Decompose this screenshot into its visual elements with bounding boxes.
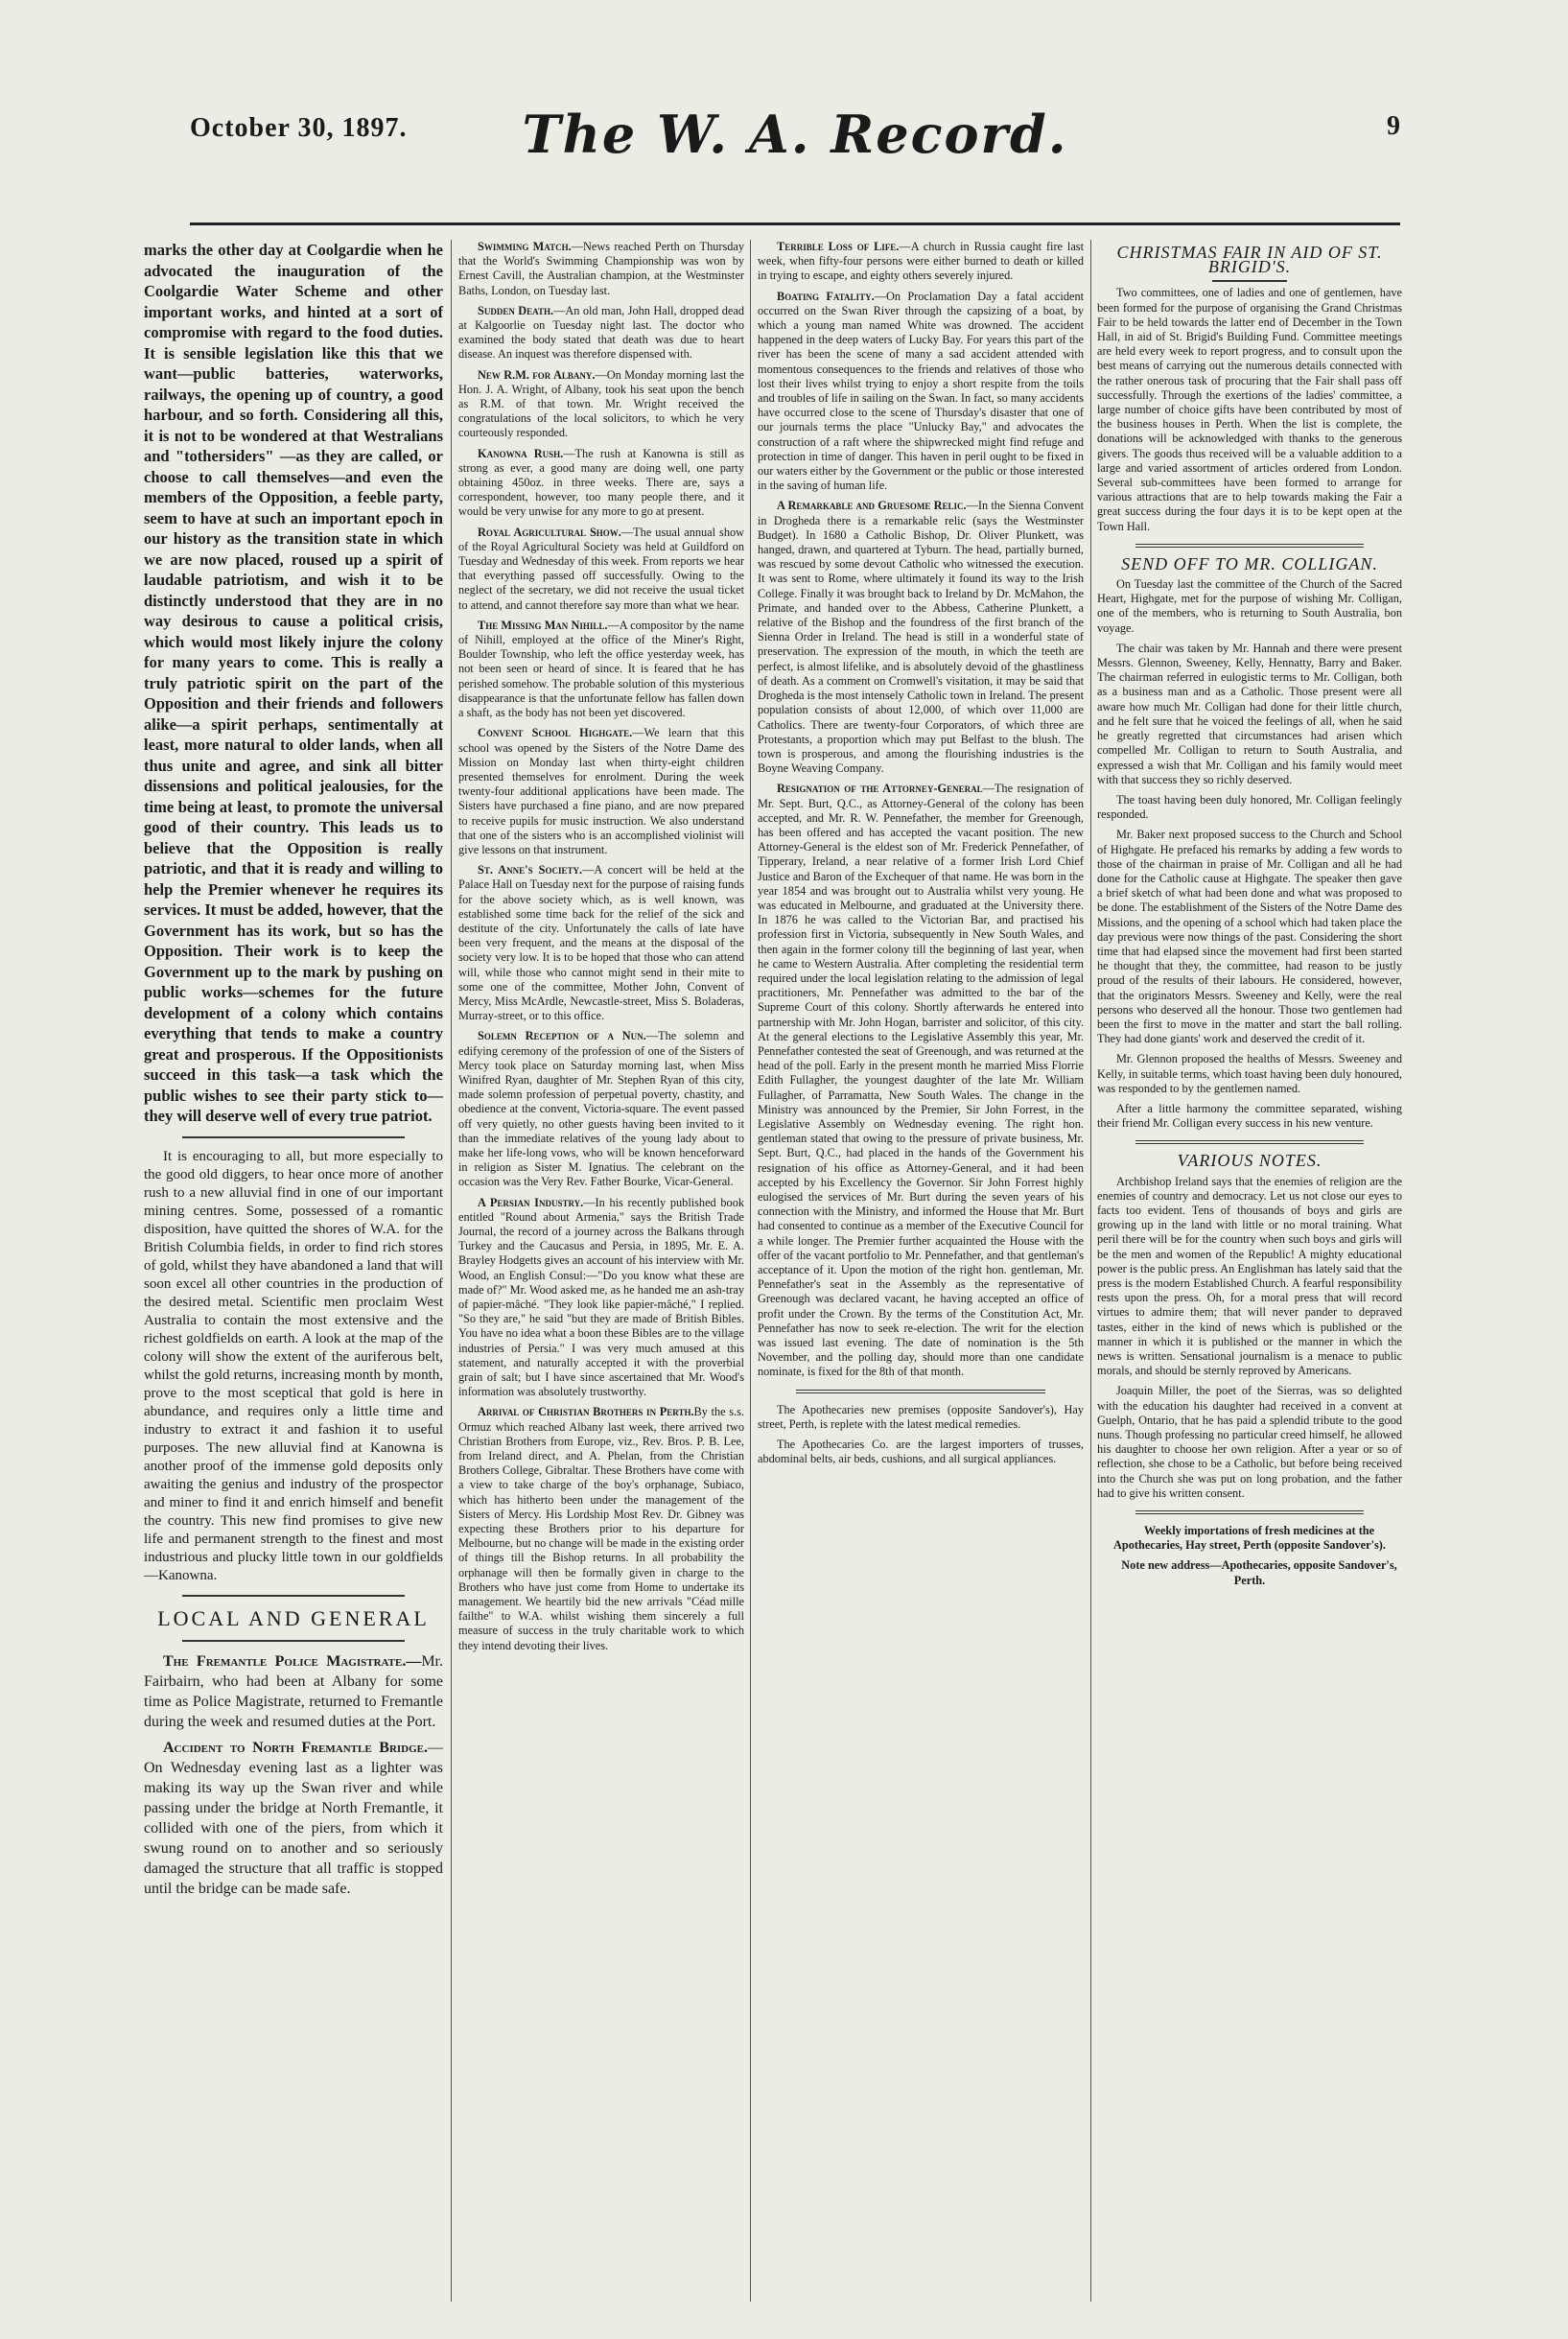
various-notes-heading: VARIOUS NOTES. <box>1177 1151 1322 1171</box>
column-3 <box>758 240 1084 2302</box>
divider <box>182 1136 405 1138</box>
colligan-paragraph: Mr. Glennon proposed the healths of Messrs. Sweeney and Kelly, in suitable terms, which toast having been duly honoured, was responded to by the gentlemen named. <box>1097 1052 1402 1095</box>
divider <box>1135 1510 1364 1514</box>
news-item <box>458 240 744 298</box>
apothecaries-ad: The Apothecaries new premises (opposite Sandover's), Hay street, Perth, is replete with the latest medical remedies. <box>758 1402 1084 1431</box>
news-item-text: —A compositor by the name of Nihill, employed at the office of the Miner's Right, Boulder Township, who left the office yesterday week, has not been seen or heard of since. It is feared that he has perished somehow. The probable solution of this mysterious disappearance is that the unfortunate fellow has fallen down a shaft, as the body has not been yet discovered. <box>458 618 744 720</box>
apothecaries-ad: The Apothecaries Co. are the largest importers of trusses, abdominal belts, air beds, cushions, and all surgical appliances. <box>758 1438 1084 1466</box>
news-item-text: Mr. Fairbairn, who had been at Albany for some time as Police Magistrate, returned to Fremantle during the week and resumed duties at the Port. <box>144 1652 443 1730</box>
news-item-heading: Solemn Reception of a Nun. <box>478 1029 646 1043</box>
editorial-text: marks the other day at Coolgardie when he advocated the inauguration of the Coolgardie Water Scheme and other important works, and hinted at a sort of compromise with regard to the food duties. It is sensible legislation like this that we want—public batteries, waterworks, railways, the opening up of country, a good harbour, and so forth. Considering all this, it is not to be wondered at that Westralians and "tothersiders" —as they are called, or choose to call themselves—and even the members of the Opposition, a feeble party, seem to have at such an important epoch in our history as the transition state in which we are now placed, roused up a spirit of laudable patriotism, and wish it to be distinctly understood that they are in no way desirous to cause a political crisis, which would most likely injure the colony for many years to come. This is really a truly patriotic spirit on the part of the Opposition and their friends and followers alike—a spirit perhaps, sentimentally at least, more natural to older lands, when all thus unite and agree, and sink all bitter dissensions and political jealousies, for the time being at least, to promote the universal good of their country. This leads us to believe that the Opposition is really patriotic, and that it is ready and willing to help the Premier whenever he requires its services. It must be added, however, that the Government has its work, but so has the Opposition. Their work is to keep the Government up to the mark by pushing on public works—schemes for the future development of a colony which contains everything that tends to make a country great and prosperous. If the Oppositionists succeed in this task—a task which the public wishes to see their party stick to—they will deserve well of every true patriot. <box>144 241 443 1125</box>
news-item <box>458 1196 744 1400</box>
colligan-paragraph: The toast having been duly honored, Mr. Colligan feelingly responded. <box>1097 792 1402 822</box>
christmas-fair-heading: CHRISTMAS FAIR IN AID OF ST. BRIGID'S. <box>1116 243 1383 277</box>
column-1 <box>144 240 443 2302</box>
news-item-text: —The solemn and edifying ceremony of the profession of one of the Sisters of Mercy took place on Saturday morning last, when Miss Winifred Ryan, daughter of Mr. Stephen Ryan of this city, made solemn profession of perpetual poverty, chastity, and obedience at the convent, Victoria-square. The event passed off very quietly, no other guests having been invited to it than the immediate relatives of the young lady about to make her life-long vows, who will be known henceforward in religion as Sister M. Ignatius. The celebrant on the occasion was the Very Rev. Father Bourke, Vicar-General. <box>458 1029 744 1189</box>
news-item <box>458 447 744 520</box>
news-item-text: —We learn that this school was opened by the Sisters of the Notre Dame des Mission on Monday last when thirty-eight children presented themselves for enrolment. During the week twenty-four additional applications have been made. The Sisters have purchased a fine piano, and are now prepared to receive pupils for music instruction. We also understand that one of the sisters who is an accomplished violinist will give lessons on that instrument. <box>458 726 744 856</box>
news-item <box>458 726 744 857</box>
news-item <box>458 863 744 1023</box>
column-divider <box>1090 240 1091 2302</box>
news-item-text: —A concert will be held at the Palace Hall on Tuesday next for the purpose of raising funds for the above society which, as is well known, was established some time back for the relief of the sick and destitute of the city. Unfortunately the calls of late have been very frequent, and the means at the disposal of the society very low. It is to be hoped that those who can attend will, while those who cannot might send in their mite to some one of the committee, Mother John, Convent of Mercy, Miss McArdle, Newcastle-street, Miss S. Boladeras, Murray-street, or to this office. <box>458 863 744 1023</box>
news-item-heading: Kanowna Rush. <box>478 446 564 460</box>
news-item-heading: Convent School Highgate. <box>478 726 633 740</box>
news-item-heading: Royal Agricultural Show. <box>478 525 621 539</box>
news-item-heading: Sudden Death. <box>478 303 554 317</box>
various-notes <box>1097 1175 1402 1501</box>
colligan-paragraph: Mr. Baker next proposed success to the Church and School of Highgate. He prefaced his remarks by adding a few words to those of the chairman in praise of Mr. Colligan and all he had done for the Catholic cause at Highgate. The speaker then gave a brief sketch of what had been done and what was proposed to be done. The establishment of the Sisters of the Notre Dame des Missions, and the opening of a school which had taken place the day previous were now things of the past. Considering the short time that had elapsed since the movement had first been started he thought that they, the committee, had reason to be justly proud of the results of their labours. He considered, however, that the originators Messrs. Sweeney and Kelly, were the real persons who deserved all the honour. Those two gentlemen had been the first to move in the matter and start the ball rolling. They had done giants' work and deserved the credit of it. <box>1097 828 1402 1046</box>
news-item <box>758 240 1084 284</box>
news-item-heading: A Remarkable and Gruesome Relic. <box>777 499 967 513</box>
news-item-text: —In his recently published book entitled "Round about Armenia," says the British Trade Journal, the record of a journey across the Balkans through Turkey and the Caucasus and Persia, in 1895, Mr. E. A. Brayley Hodgetts gives an account of his interview with Mr. Wood, an English Consul:—"Do you know what these are made of?" Mr. Wood asked me, as he handed me an ash-tray of papier-mâché. "They look like papier-mâché," I replied. "So they are," he said "but they are made of British Bibles. You have no idea what a boon these Bibles are to the village industries of Persia." I was very much amused at this statement, and naturally accepted it with the proverbial grain of salt; but I have since ascertained that Mr. Wood's information was absolutely trustworthy. <box>458 1195 744 1399</box>
colligan-heading: SEND OFF TO MR. COLLIGAN. <box>1121 553 1378 573</box>
section-heading: LOCAL AND GENERAL <box>157 1605 430 1630</box>
masthead-rule <box>190 222 1400 225</box>
column-4 <box>1097 240 1402 2302</box>
apothecaries-ad: Note new address—Apothecaries, opposite Sandover's, Perth. <box>1121 1558 1397 1587</box>
divider <box>1135 544 1364 548</box>
news-item <box>144 1651 443 1732</box>
page-number: 9 <box>1387 111 1400 141</box>
news-item-heading: St. Anne's Society. <box>478 863 583 877</box>
various-paragraph: Joaquin Miller, the poet of the Sierras, was so delighted with the education his daughter had received in a convent at Guelph, Ontario, that he has paid a splendid tribute to the good nuns. Though professing no particular creed himself, he allowed his daughter to choose her own religion. After a year or so of reflection, she chose to be a Catholic, but before being received into the Church she was put on long probation, and the father had to give his written consent. <box>1097 1384 1402 1500</box>
masthead <box>190 104 1400 171</box>
news-item <box>458 526 744 613</box>
news-item <box>758 499 1084 776</box>
divider <box>182 1595 405 1597</box>
news-item-text: —In the Sienna Convent in Drogheda there is a remarkable relic (says the Westminster Budget). In 1680 a Catholic Bishop, Dr. Oliver Plunkett, was hanged, drawn, and quartered at Tyburn. The head, partially burned, was rescued by some devout Catholic who witnessed the execution. It was sent to Rome, where ultimately it found its way to the Irish College. Finally it was brought back to Ireland by Dr. McMahon, the Primate, and handed over to the Abbess, Catherine Plunkett, a relative of the Bishop and the foundress of the first branch of the Sienna Order in Ireland. The head is still in a wonderful state of preservation. The expression of the mouth, in which the teeth are perfect, is almost lifelike, and is absolutely devoid of the ghastliness of death. As a comment on Cromwell's visitation, it may be said that Drogheda is the most intensely Catholic town in Ireland. The present population consists of about 12,000, of which over 11,000 are Catholics. There are twenty-four Corporators, of which three are Protestants, a proportion which may put Belfast to the blush. The town is prosperous, and among the flourishing industries is the Boyne Weaving Company. <box>758 499 1084 776</box>
news-item-text: —On Wednesday evening last as a lighter was making its way up the Swan river and while passing under the bridge at North Fremantle, it collided with one of the piers, from which it swung round on to another and so seriously damaged the structure that all traffic is stopped until the bridge can be made safe. <box>144 1739 443 1897</box>
news-item <box>458 304 744 363</box>
news-item <box>758 290 1084 494</box>
local-items <box>144 1651 443 1899</box>
divider <box>796 1390 1045 1393</box>
news-item-text: —The resignation of Mr. Sept. Burt, Q.C., as Attorney-General of the colony has been accepted, and Mr. R. W. Pennefather, the member for Greenough, has been offered and has accepted the vacant position. The new Attorney-General is the eldest son of Mr. Frederick Pennefather, of Tipperary, Ireland, a near relative of a former Irish Lord Chief Justice and Baron of the Exchequer of that name. He was born in the year 1854 and was brought out to Australia whilst very young. He was educated in Melbourne, and graduated at the University there. In 1876 he was called to the Victorian Bar, and practised his profession first in Victoria, subsequently in New South Wales, and then again in the former colony till the beginning of last year, when he came to Western Australia. After completing the residential term required under the local legislation relating to the admission of legal practitioners, Mr. Pennefather was admitted to the bar of the Supreme Court of this colony. Shortly afterwards he entered into partnership with Mr. John Hogan, barrister and solicitor, of this city. At the general elections to the Legislative Assembly this year, Mr. Pennefather contested the seat of Greenough, and was returned at the head of the poll. Early in the present month he married Miss Florrie Edith Fullagher, the youngest daughter of the late Mr. William Fullagher, of Parramatta, New South Wales. The change in the Ministry was announced by the Premier, Sir John Forrest, in the Legislative Assembly on Wednesday evening. The right hon. gentleman stated that owing to the pressure of private business, Mr. Sept. Burt, Q.C., had placed in the hands of the Government his resignation of his office as Attorney-General, and it had been accepted by his Excellency the Governor. Sir John Forrest highly eulogised the services of Mr. Burt during the seven years of his connection with the Ministry, and informed the House that Mr. Burt had consented to continue as a member of the Executive Council for a while longer. The Premier further acquainted the House with the offer of the vacant portfolio to Mr. Pennefather, and that gentleman's acceptance of it. Upon the motion of the right hon. gentleman, Mr. Pennefather's seat in the Assembly as the representative of Greenough was declared vacant, he having accepted an office of profit under the Crown. By the terms of the Constitution Act, Mr. Pennefather has now to seek re-election. The writ for the election was issued last evening. The date of nomination is the 5th November, and the polling day, should more than one candidate nominate, is fixed for the 8th of that month. <box>758 782 1084 1379</box>
issue-date: October 30, 1897. <box>190 113 408 143</box>
news-item-text: —The rush at Kanowna is still as strong as ever, a good many are doing well, one party obtaining 450oz. in three weeks. There are, says a correspondent, however, too many people there, and it would be very unwise for any more to go at present. <box>458 446 744 519</box>
colligan-article <box>1097 577 1402 1131</box>
divider <box>182 1640 405 1642</box>
kanowna-article: It is encouraging to all, but more especially to the good old diggers, to hear once more of another rush to a new alluvial find in one of our important mining centres. Some, possessed of a romantic disposition, have quitted the shores of W.A. for the British Columbia fields, in order to find rich stores of gold, whilst they have abandoned a land that will soon excel all other countries in the production of the desired metal. Scientific men proclaim West Australia to contain the most extensive and the richest goldfields on earth. A look at the map of the colony will show the extent of the auriferous belt, whilst the gold returns, increasing month by month, prove to the most sceptical that gold is here in abundance, and requires only a little time and industry to extract it and fashion it to useful purposes. The new alluvial find at Kanowna is another proof of the immense gold deposits only awaiting the genius and industry of the prospector and miner to find it and enrich himself and benefit the country. This new find promises to give new life and permanent strength to the finest and most industrious and plucky little town in our goldfields—Kanowna. <box>144 1148 443 1583</box>
column-divider <box>451 240 452 2302</box>
news-item-text: —News reached Perth on Thursday that the World's Swimming Championship was won by Ernest Cavill, the Australian champion, at the Westminster Baths, London, on Tuesday last. <box>458 240 744 297</box>
various-paragraph: Archbishop Ireland says that the enemies of religion are the enemies of country and democracy. Let us not close our eyes to facts too evident. Tens of thousands of boys and girls are growing up in the land with little or no moral training. What peril there will be for the country when such boys and girls will be the men and women of the Republic! A mighty educational power is the public press. An Englishman has lately said that the press is the modern Established Church. A fearful responsibility rests upon the press. Oh, for a moral press that will record virtues to admire them; that will never pander to depraved tastes, either in the kind of news which is published or the manner in which it is published or the manner in which the news is written. Sensational journalism is a menace to public morals, and should be sternly reproved by Americans. <box>1097 1174 1402 1378</box>
news-item-heading: Terrible Loss of Life. <box>777 240 900 253</box>
colligan-paragraph: The chair was taken by Mr. Hannah and there were present Messrs. Glennon, Sweeney, Kelly, Hennatty, Barry and Baker. The chairman referred in eulogistic terms to Mr. Colligan, both as a business man and as a Catholic. Those present were all aware how much Mr. Colligan had done for their little church, and he felt sure that he voiced the feelings of all, when he said he greatly regretted that circumstances had arisen which compelled Mr. Colligan to return to South Australia, and expressed a wish that Mr. Colligan and his family would meet with that success they so richly deserved. <box>1097 641 1402 786</box>
news-item-text: —On Proclamation Day a fatal accident occurred on the Swan River through the capsizing of a boat, by which a young man named White was drowned. The accident happened in the deep waters of Lucky Bay. For years this part of the river has been the scene of many a sad accident attended with momentous consequences to the friends and relatives of those who lost their lives whilst trying to enjoy a short respite from the toils and troubles of life in sailing on the Swan. In fact, so many accidents have occurred close to the scene of Thursday's disaster that one of our journals terms the place "Unlucky Bay," and advocates the construction of a raft where the shipwrecked might find refuge and protection in time of danger. This haven in peril ought to be fixed in our waters either by the Government or the public or those interested in the saving of human life. <box>758 289 1084 493</box>
news-item-heading: Accident to North Fremantle Bridge. <box>163 1739 428 1756</box>
news-item-heading: New R.M. for Albany. <box>478 367 596 382</box>
colligan-paragraph: On Tuesday last the committee of the Church of the Sacred Heart, Highgate, met for the purpose of wishing Mr. Colligan, one of the members, who is returning to South Australia, bon voyage. <box>1097 577 1402 635</box>
news-item <box>458 619 744 720</box>
news-item-heading: Resignation of the Attorney-General <box>777 782 983 796</box>
news-item-text: —An old man, John Hall, dropped dead at Kalgoorlie on Tuesday night last. The doctor who examined the body stated that death was due to heart disease. An inquest was therefore dispensed with. <box>458 303 744 362</box>
column-divider <box>750 240 751 2302</box>
divider <box>1212 280 1287 282</box>
news-item-text: —On Monday morning last the Hon. J. A. Wright, of Albany, took his seat upon the bench as R.M. of that town. Mr. Wright received the congratulations of the local solicitors, to which he very courteously responded. <box>458 367 744 440</box>
colligan-paragraph: After a little harmony the committee separated, wishing their friend Mr. Colligan every success in his new venture. <box>1097 1101 1402 1131</box>
news-item-text: By the s.s. Ormuz which reached Albany last week, there arrived two Christian Brothers from Europe, viz., Rev. Bros. P. B. Lee, from Ireland direct, and A. Phelan, from the Christian Brothers College, Gibraltar. These Brothers have come with a view to take charge of the boy's orphanage, Subiaco, which has hitherto been under the management of the Sisters of Mercy. His Lordship Most Rev. Dr. Gibney was expecting these Brothers prior to his departure for Melbourne, but no change will be made in the existing order of things till the Bishop returns. In all probability the orphanage will then be formally given in charge to the Brothers who have just come from Home to undertake its management. We heartily bid the new arrivals "Céad mille failthe" to W.A. whilst wishing them sincerely a full measure of success in the truly charitable work to which they intend devoting their lives. <box>458 1405 744 1652</box>
news-item <box>458 1029 744 1189</box>
column-2 <box>458 240 744 2302</box>
news-item <box>144 1738 443 1899</box>
news-item-heading: Arrival of Christian Brothers in Perth. <box>478 1405 694 1419</box>
newspaper-title: The W. A. Record. <box>522 104 1068 165</box>
news-item-text: —A church in Russia caught fire last week, when fifty-four persons were either burned to death or killed in trying to escape, and eighty others severely injured. <box>758 240 1084 283</box>
news-item-heading: A Persian Industry. <box>478 1195 584 1209</box>
news-item-heading: The Fremantle Police Magistrate.— <box>163 1652 422 1670</box>
news-item <box>758 782 1084 1379</box>
news-item-heading: Boating Fatality. <box>777 289 875 303</box>
christmas-fair-text: Two committees, one of ladies and one of gentlemen, have been formed for the purpose of organising the Grand Christmas Fair to be held towards the latter end of December in the Town Hall, in aid of St. Brigid's Building Fund. Committee meetings are held every week to report progress, and to consult upon the best means of carrying out the numerous details connected with the rather onerous task of procuring that the Fair shall pass off successfully. Through the exertions of the ladies' committee, a large number of choice gifts have been contributed by most of the business houses in Perth. When the list is complete, the donations will be acknowledged with thanks to the generous givers. The goods thus received will be a valuable addition to a large and varied assortment of articles ordered from London. Several sub-committees have been formed to arrange for various attractions that are to help towards making the Fair a great success during the four days it is to be kept open at the Town Hall. <box>1097 286 1402 533</box>
news-item-text: —The usual annual show of the Royal Agricultural Society was held at Guildford on Tuesday and Wednesday of this week. From reports we hear that everything passed off successfully. Owing to the neglect of the secretary, we did not receive the usual ticket to attend, and cannot therefore say more than what we hear. <box>458 525 744 612</box>
news-item <box>458 368 744 441</box>
news-item <box>458 1405 744 1652</box>
divider <box>1135 1140 1364 1144</box>
news-item-heading: Swimming Match. <box>478 240 572 253</box>
news-item-heading: The Missing Man Nihill. <box>478 618 608 632</box>
apothecaries-ad: Weekly importations of fresh medicines at the Apothecaries, Hay street, Perth (opposite Sandover's). <box>1113 1524 1386 1553</box>
